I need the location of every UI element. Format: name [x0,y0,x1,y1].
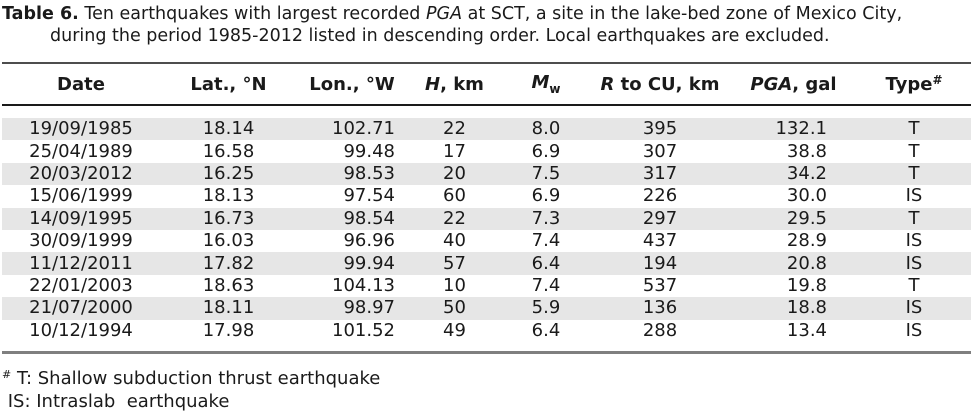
table-cell: 297 [642,207,678,229]
table-row [2,140,971,162]
table-cell: 16.58 [202,140,255,162]
table-row [2,320,971,342]
header-cell-longitude [297,74,407,95]
table-cell: 14/09/1995 [29,207,133,229]
table-cell: 98.53 [343,162,395,184]
footnote-hash-superscript: # [2,368,12,381]
table-cell: IS [905,230,923,252]
header-label: Date [57,73,105,95]
table-cell: 22/01/2003 [29,274,133,296]
table-cell: T [908,118,920,140]
table-row [2,230,971,252]
table-cell: 17 [443,140,466,162]
header-label: , gal [792,73,837,95]
table-cell: 194 [642,252,678,274]
caption-line-2: during the period 1985-2012 listed in descending order. Local earthquakes are excluded. [50,26,830,46]
table-cell: 22 [443,118,466,140]
table-cell: 395 [642,118,678,140]
table-header-row [2,64,971,106]
table-cell: 16.03 [202,230,255,252]
table-cell: 288 [642,319,678,341]
header-label-superscript: # [932,73,943,87]
table-cell: 10/12/1994 [29,319,133,341]
table-cell: 22 [443,207,466,229]
table-cell: 98.54 [343,207,395,229]
table-cell: 50 [443,297,466,319]
table-cell: 25/04/1989 [29,140,133,162]
header-label: Lat., °N [190,73,267,95]
table-cell: 7.3 [531,207,561,229]
table-cell: 7.4 [531,230,561,252]
table-row [2,297,971,319]
table-cell: 18.14 [202,118,255,140]
table-cell: 30.0 [786,185,827,207]
table-cell: 5.9 [531,297,561,319]
header-label-subscript: w [549,82,561,96]
header-label: , km [440,73,484,95]
table-row [2,185,971,207]
table-cell: 28.9 [786,230,827,252]
header-label: to CU, km [614,73,720,95]
table-cell: 96.96 [343,230,395,252]
table-cell: 20.8 [786,252,827,274]
table-cell: 18.11 [202,297,255,319]
table-caption [2,3,976,47]
table-cell: 98.97 [343,297,395,319]
table-cell: T [908,140,920,162]
table-cell: 99.48 [343,140,395,162]
table-cell: 49 [443,319,466,341]
table-cell: 21/07/2000 [29,297,133,319]
header-label: Lon., °W [309,73,395,95]
header-body-gap [2,106,971,118]
table-cell: 18.8 [786,297,827,319]
header-cell-magnitude [502,72,590,96]
header-cell-type [857,73,971,95]
table-cell: 40 [443,230,466,252]
table-cell: 97.54 [343,185,395,207]
table-cell: 20 [443,162,466,184]
table-cell: 60 [443,185,466,207]
table-cell: 13.4 [786,319,827,341]
table-cell: 7.5 [531,162,561,184]
header-label-italic: PGA [750,73,793,95]
table-row [2,252,971,274]
table-cell: 6.9 [531,185,561,207]
table-row [2,275,971,297]
table-cell: 34.2 [786,162,827,184]
table-cell: 537 [642,274,678,296]
table-cell: IS [905,185,923,207]
table-cell: 437 [642,230,678,252]
table-cell: 7.4 [531,274,561,296]
table-cell: 226 [642,185,678,207]
header-cell-pga [730,74,857,95]
table-cell: T [908,162,920,184]
table-cell: 16.25 [202,162,255,184]
table-cell: 19.8 [786,274,827,296]
table-cell: 6.9 [531,140,561,162]
table-cell: 6.4 [531,319,561,341]
table-cell: IS [905,319,923,341]
table-cell: 8.0 [531,118,561,140]
header-label-italic: M [531,72,550,93]
header-cell-latitude [160,74,297,95]
table-row [2,208,971,230]
footnotes [2,363,380,412]
table-cell: 307 [642,140,678,162]
table-cell: 18.63 [202,274,255,296]
table-cell: 102.71 [332,118,395,140]
table-cell: 29.5 [786,207,827,229]
table-cell: 16.73 [202,207,255,229]
table-cell: 17.82 [202,252,255,274]
footnote-text: T: Shallow subduction thrust earthquake [11,368,381,389]
caption-line-1 [2,3,976,25]
footnote-type-t [2,363,380,390]
header-cell-depth [407,74,502,95]
table-cell: 99.94 [343,252,395,274]
table-cell: IS [905,297,923,319]
table-cell: 20/03/2012 [29,162,133,184]
header-cell-date [2,74,160,95]
table-cell: 57 [443,252,466,274]
table-cell: 132.1 [775,118,827,140]
table-cell: 136 [642,297,678,319]
table-row [2,118,971,140]
table-bottom-rule [2,351,971,354]
table-cell: 15/06/1999 [29,185,133,207]
header-label-italic: H [425,73,441,95]
table-cell: 10 [443,274,466,296]
table-cell: IS [905,252,923,274]
earthquake-table [2,62,971,342]
table-cell: 38.8 [786,140,827,162]
header-cell-distance [590,74,730,95]
table-cell: 19/09/1985 [29,118,133,140]
table-cell: 101.52 [332,319,395,341]
table-cell: 317 [642,162,678,184]
table-cell: 104.13 [332,274,395,296]
table-cell: 11/12/2011 [29,252,133,274]
table-cell: T [908,274,920,296]
footnote-text: IS: Intraslab earthquake [2,391,230,412]
header-label: Type [885,74,933,95]
table-cell: T [908,207,920,229]
table-body [2,118,971,342]
footnote-type-is [2,390,380,412]
table-row [2,163,971,185]
caption-pga-italic: PGA [425,4,463,24]
table-cell: 17.98 [202,319,255,341]
caption-text-pre: Ten earthquakes with largest recorded [78,4,426,24]
table-cell: 30/09/1999 [29,230,133,252]
table-cell: 18.13 [202,185,255,207]
header-label-italic: R [600,73,615,95]
caption-label: Table 6. [2,4,79,24]
table-cell: 6.4 [531,252,561,274]
caption-text-post: at SCT, a site in the lake-bed zone of Mexico City, [462,4,903,24]
